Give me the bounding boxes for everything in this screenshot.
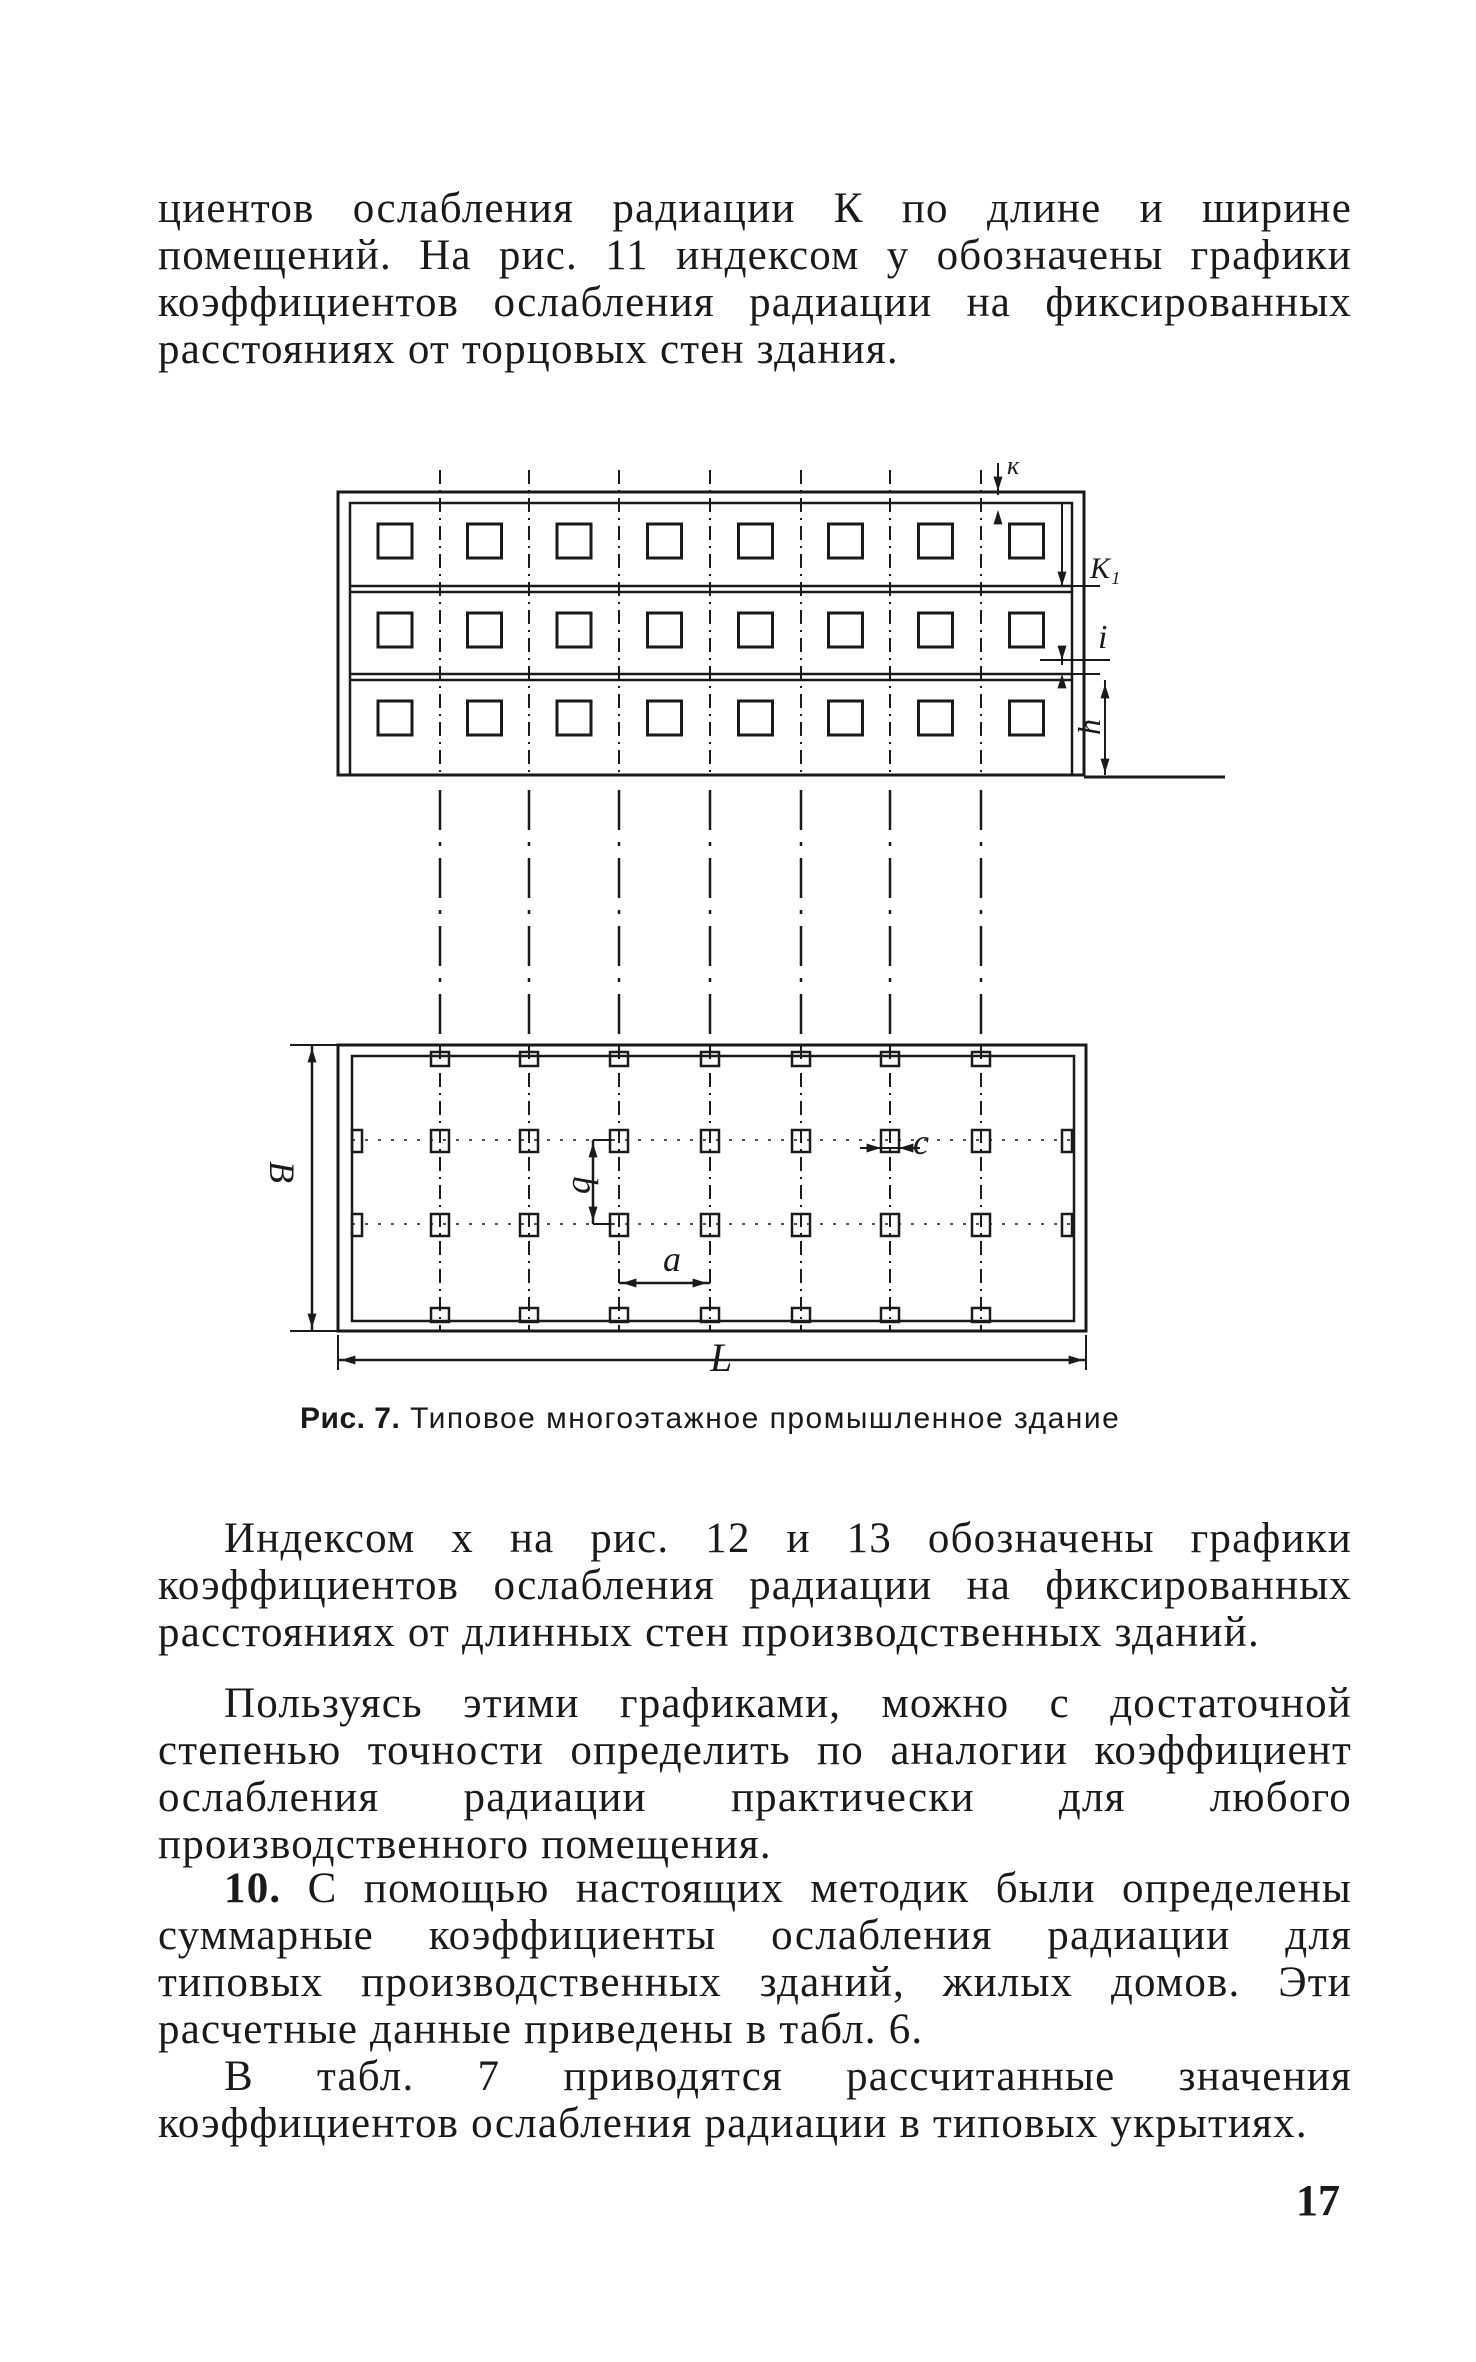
plan-outer-wall [338, 1045, 1086, 1331]
window [468, 613, 502, 647]
window [739, 701, 773, 735]
window [829, 524, 863, 558]
pilaster-right [1062, 1214, 1072, 1236]
window [557, 701, 591, 735]
dim-k-arrow [994, 477, 1003, 491]
label-k: к [1007, 451, 1020, 480]
paragraph-4: В табл. 7 приводятся рассчитанные значения коэффициентов ослабления радиации в типовых укрытиях. [158, 2053, 1352, 2147]
dim-L-arrow [341, 1356, 355, 1365]
dim-b-arrow [589, 1143, 598, 1157]
caption-text: Типовое многоэтажное промышленное здание [400, 1402, 1121, 1435]
window [829, 701, 863, 735]
window [739, 524, 773, 558]
label-b: b [565, 1176, 605, 1194]
window [1010, 524, 1044, 558]
window [919, 701, 953, 735]
caption-label: Рис. 7. [300, 1402, 401, 1435]
dim-B-arrow [308, 1314, 317, 1328]
dim-c-arrow [899, 1144, 913, 1153]
window [378, 701, 412, 735]
paragraph-2: Пользуясь этими графиками, можно с достаточной степенью точности определить по аналогии коэффициент ослабления радиации практически для любого производственного помещения. [158, 1680, 1352, 1868]
label-h: h [1071, 719, 1107, 735]
dim-k-arrow [994, 510, 1003, 524]
pilaster-right [1062, 1130, 1072, 1152]
window [919, 613, 953, 647]
building-plan [290, 1045, 1086, 1370]
label-i: i [1098, 619, 1108, 656]
window [829, 613, 863, 647]
dim-h-arrow [1101, 759, 1110, 773]
window [919, 524, 953, 558]
dim-i-arrow [1058, 646, 1067, 660]
paragraph-3-text: С помощью настоящих методик были определены суммарные коэффициенты ослабления радиации для типовых производственных зданий, жилых домов. Эти расчетные данные приведены в табл. 6. [158, 1865, 1352, 2053]
window [648, 524, 682, 558]
dim-a-arrow [622, 1279, 636, 1288]
paragraph-3 [158, 1865, 1352, 2053]
window [557, 613, 591, 647]
pilaster-left [352, 1130, 362, 1152]
window [468, 701, 502, 735]
window [739, 613, 773, 647]
window [468, 524, 502, 558]
window [1010, 613, 1044, 647]
dim-k1-arrow [1058, 572, 1067, 586]
window [648, 613, 682, 647]
dim-c-arrow [867, 1144, 881, 1153]
paragraph-top: циентов ослабления радиации К по длине и ширине помещений. На рис. 11 индексом у обозначены графики коэффициентов ослабления радиации на фиксированных расстояниях от торцовых стен здания. [158, 185, 1352, 373]
label-L: L [710, 1335, 733, 1380]
window [648, 701, 682, 735]
dim-b-arrow [589, 1207, 598, 1221]
figure-caption [300, 1402, 1250, 1436]
label-a: а [663, 1239, 681, 1279]
dim-h-arrow [1101, 684, 1110, 698]
dim-L-arrow [1069, 1356, 1083, 1365]
plan-inner-wall [352, 1056, 1074, 1321]
label-c: с [913, 1122, 929, 1162]
label-B: В [262, 1161, 302, 1183]
paragraph-1: Индексом х на рис. 12 и 13 обозначены графики коэффициентов ослабления радиации на фиксированных расстояниях от длинных стен производственных зданий. [158, 1515, 1352, 1656]
figure-labels [262, 451, 1120, 1380]
paragraph-3-number: 10. [224, 1865, 282, 1912]
dim-B-arrow [308, 1048, 317, 1062]
dim-a-arrow [693, 1279, 707, 1288]
label-k1: К₁ [1090, 552, 1121, 585]
page-number: 17 [1296, 2176, 1340, 2225]
pilaster-left [352, 1214, 362, 1236]
window [1010, 701, 1044, 735]
window [557, 524, 591, 558]
building-elevation [338, 463, 1225, 1045]
window [378, 613, 412, 647]
window [378, 524, 412, 558]
